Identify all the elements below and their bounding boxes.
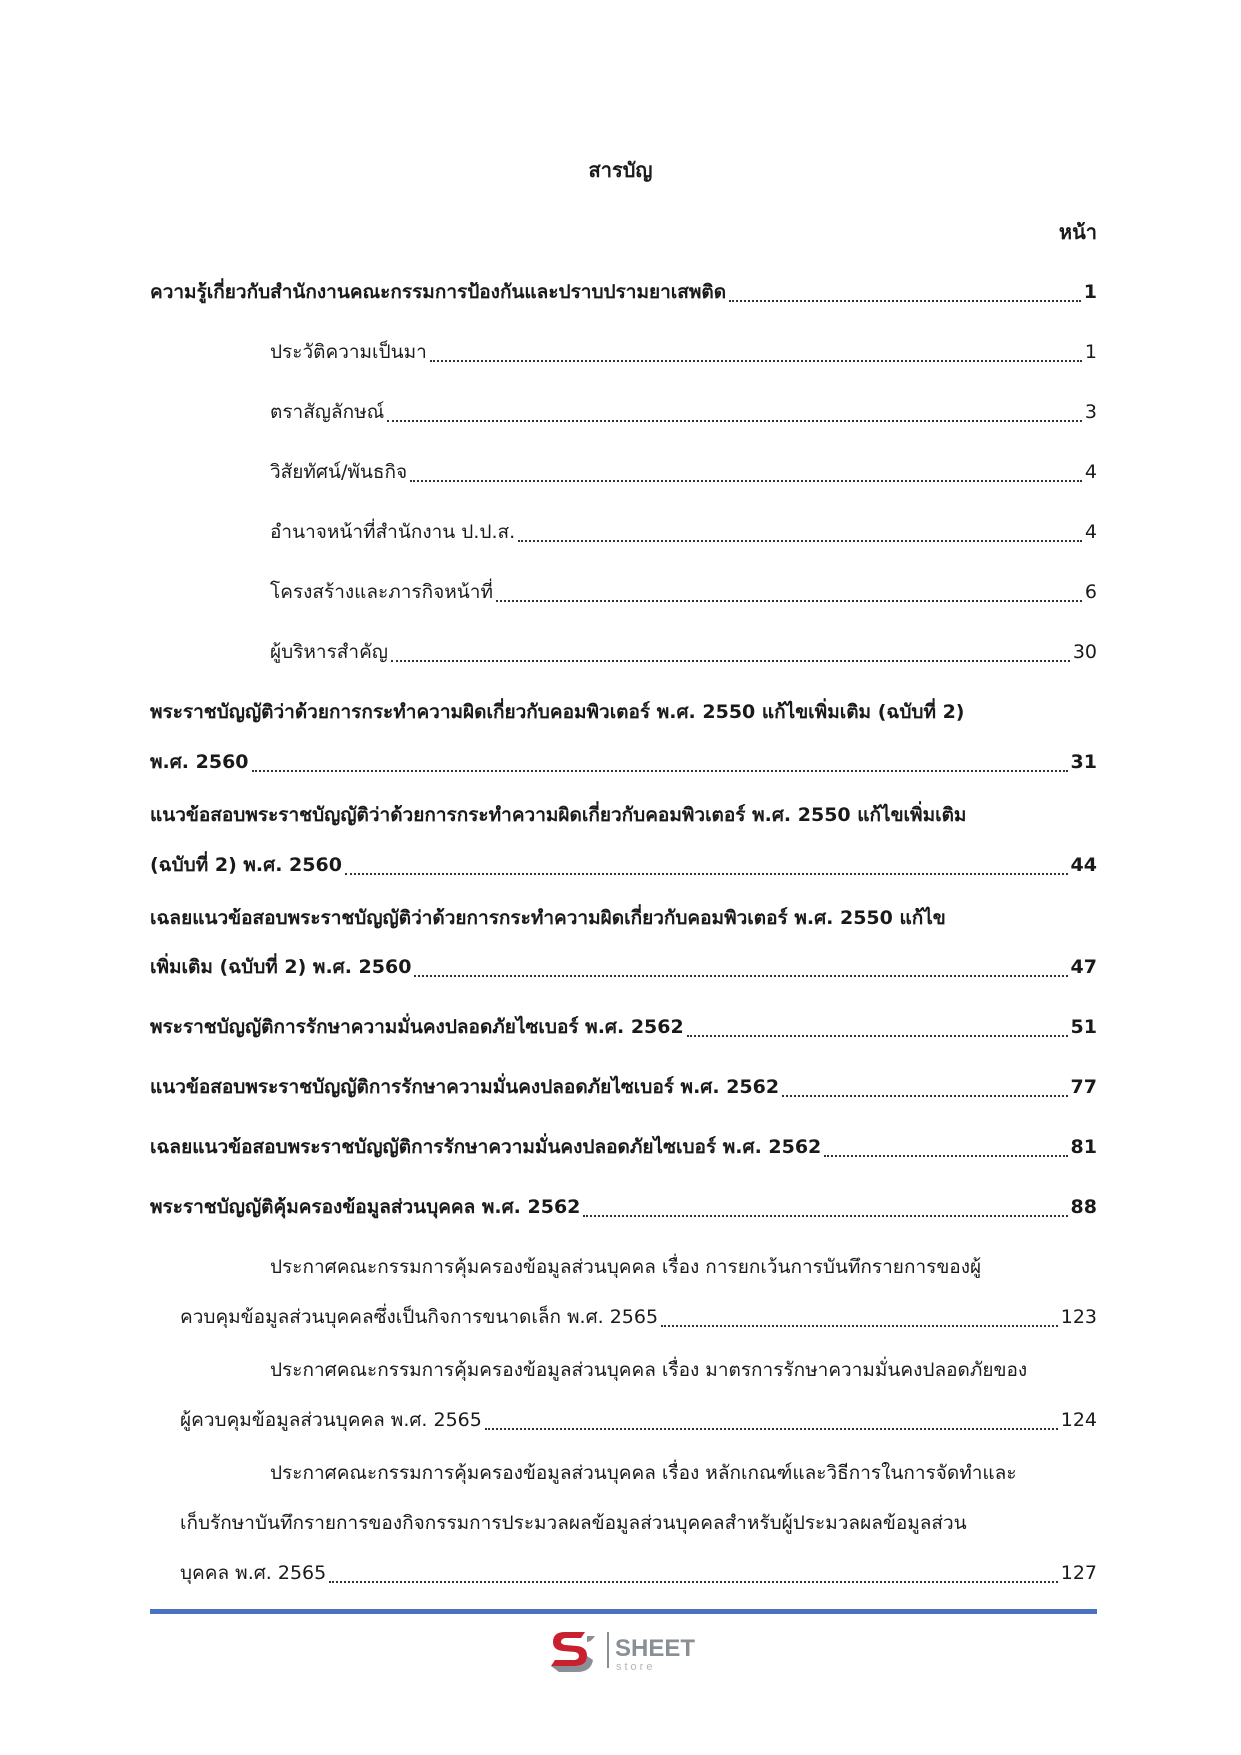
- toc-subentry[interactable]: ควบคุมข้อมูลส่วนบุคคลซึ่งเป็นกิจการขนาดเล็ก พ.ศ. 2565 123: [180, 1306, 1097, 1328]
- toc-entry[interactable]: เพิ่มเติม (ฉบับที่ 2) พ.ศ. 2560 47: [150, 956, 1097, 978]
- sheet-store-logo: [547, 1626, 727, 1676]
- toc-entry[interactable]: พระราชบัญญัติการรักษาความมั่นคงปลอดภัยไซเบอร์ พ.ศ. 2562 51: [150, 1016, 1097, 1038]
- toc-entry[interactable]: แนวข้อสอบพระราชบัญญัติการรักษาความมั่นคงปลอดภัยไซเบอร์ พ.ศ. 2562 77: [150, 1076, 1097, 1098]
- toc-subentry-line1[interactable]: ประกาศคณะกรรมการคุ้มครองข้อมูลส่วนบุคคล เรื่อง การยกเว้นการบันทึกรายการของผู้: [270, 1256, 982, 1278]
- toc-subentry[interactable]: ผู้ควบคุมข้อมูลส่วนบุคคล พ.ศ. 2565 124: [180, 1409, 1097, 1431]
- toc-entry[interactable]: ความรู้เกี่ยวกับสำนักงานคณะกรรมการป้องกันและปราบปรามยาเสพติด 1: [150, 281, 1097, 303]
- toc-entry-line1[interactable]: เฉลยแนวข้อสอบพระราชบัญญัติว่าด้วยการกระทำความผิดเกี่ยวกับคอมพิวเตอร์ พ.ศ. 2550 แก้ไข: [150, 907, 946, 929]
- svg-text:store: store: [616, 1661, 656, 1673]
- toc-subentry[interactable]: ตราสัญลักษณ์ 3: [270, 401, 1097, 423]
- toc-entry-line1[interactable]: พระราชบัญญัติว่าด้วยการกระทำความผิดเกี่ยวกับคอมพิวเตอร์ พ.ศ. 2550 แก้ไขเพิ่มเติม (ฉบับที่ 2): [150, 701, 965, 723]
- toc-entry-line1[interactable]: แนวข้อสอบพระราชบัญญัติว่าด้วยการกระทำความผิดเกี่ยวกับคอมพิวเตอร์ พ.ศ. 2550 แก้ไขเพิ่มเติม: [150, 804, 967, 826]
- toc-subentry[interactable]: อำนาจหน้าที่สำนักงาน ป.ป.ส. 4: [270, 521, 1097, 543]
- toc-entry[interactable]: เฉลยแนวข้อสอบพระราชบัญญัติการรักษาความมั่นคงปลอดภัยไซเบอร์ พ.ศ. 2562 81: [150, 1136, 1097, 1158]
- toc-subentry[interactable]: โครงสร้างและภารกิจหน้าที่ 6: [270, 581, 1097, 603]
- svg-text:SHEET: SHEET: [615, 1635, 696, 1662]
- page-title: สารบัญ: [588, 158, 653, 182]
- toc-subentry-line1[interactable]: ประกาศคณะกรรมการคุ้มครองข้อมูลส่วนบุคคล เรื่อง หลักเกณฑ์และวิธีการในการจัดทำและ: [270, 1462, 1017, 1484]
- toc-entry[interactable]: พระราชบัญญัติคุ้มครองข้อมูลส่วนบุคคล พ.ศ. 2562 88: [150, 1196, 1097, 1218]
- toc-subentry[interactable]: บุคคล พ.ศ. 2565 127: [180, 1562, 1097, 1584]
- toc-entry[interactable]: (ฉบับที่ 2) พ.ศ. 2560 44: [150, 854, 1097, 876]
- page-column-header: หน้า: [1058, 220, 1097, 244]
- toc-subentry[interactable]: วิสัยทัศน์/พันธกิจ 4: [270, 461, 1097, 483]
- toc-subentry[interactable]: ผู้บริหารสำคัญ 30: [270, 641, 1097, 663]
- toc-subentry-line1[interactable]: ประกาศคณะกรรมการคุ้มครองข้อมูลส่วนบุคคล เรื่อง มาตรการรักษาความมั่นคงปลอดภัยของ: [270, 1359, 1028, 1381]
- s-mark-icon: [551, 1632, 595, 1672]
- toc-subentry[interactable]: ประวัติความเป็นมา 1: [270, 341, 1097, 363]
- toc-subentry-line2[interactable]: เก็บรักษาบันทึกรายการของกิจกรรมการประมวลผลข้อมูลส่วนบุคคลสำหรับผู้ประมวลผลข้อมูลส่วน: [180, 1512, 967, 1534]
- footer-divider: [150, 1609, 1097, 1614]
- toc-entry[interactable]: พ.ศ. 2560 31: [150, 751, 1097, 773]
